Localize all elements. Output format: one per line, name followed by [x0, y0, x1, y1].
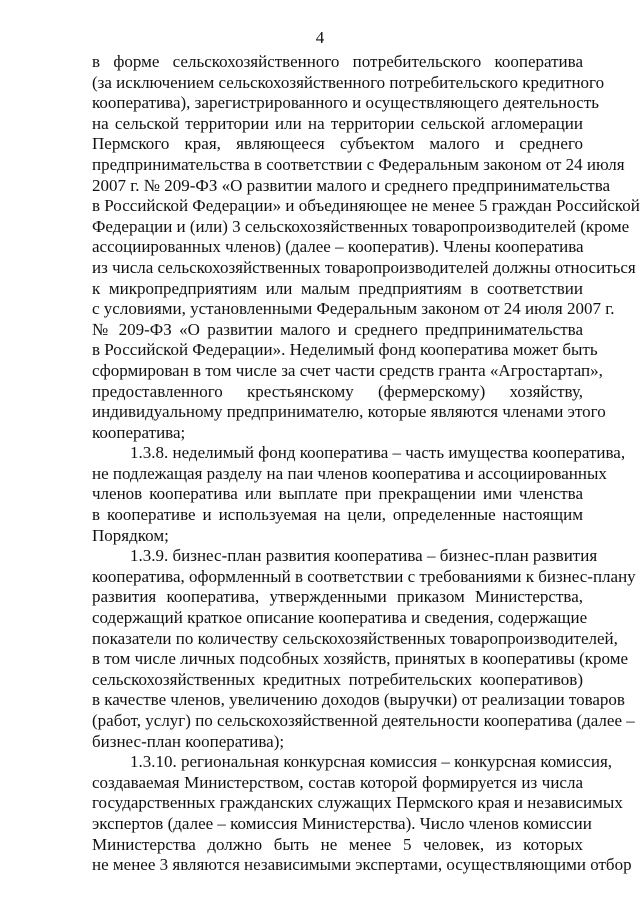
text-line: членов кооператива или выплате при прекращении ими членства [92, 484, 583, 504]
text-line: не менее 3 являются независимыми экспертами, осуществляющими отбор [92, 855, 632, 875]
text-line: 2007 г. № 209-ФЗ «О развитии малого и среднего предпринимательства [92, 175, 611, 195]
text-line: в форме сельскохозяйственного потребительского кооператива [92, 52, 583, 71]
paragraph [92, 546, 636, 752]
text-line: в том числе личных подсобных хозяйств, принятых в кооперативы (кроме [92, 649, 629, 669]
text-line: с условиями, установленными Федеральным законом от 24 июля 2007 г. [92, 299, 615, 319]
text-line: не подлежащая разделу на паи членов кооператива и ассоциированных [92, 463, 607, 483]
paragraph [92, 752, 632, 876]
text-line: (за исключением сельскохозяйственного потребительского кредитного [92, 72, 605, 92]
text-line: бизнес-план кооператива); [92, 731, 285, 751]
text-line: государственных гражданских служащих Пермского края и независимых [92, 793, 623, 813]
paragraph [92, 52, 640, 443]
text-line: развития кооператива, утвержденными приказом Министерства, [92, 587, 583, 607]
text-line: из числа сельскохозяйственных товаропроизводителей должны относиться [92, 257, 636, 277]
text-line: ассоциированных членов) (далее – кооператив). Члены кооператива [92, 237, 584, 257]
text-line: кооператива, оформленный в соответствии с требованиями к бизнес-плану [92, 566, 636, 586]
text-line: Министерства должно быть не менее 5 человек, из которых [92, 834, 583, 854]
text-line: 1.3.8. неделимый фонд кооператива – часть имущества кооператива, [130, 443, 626, 463]
text-line: Пермского края, являющееся субъектом малого и среднего [92, 134, 583, 154]
text-line: показатели по количеству сельскохозяйственных товаропроизводителей, [92, 628, 618, 648]
text-line: создаваемая Министерством, состав которой формируется из числа [92, 772, 583, 792]
text-line: к микропредприятиям или малым предприятиям в соответствии [92, 278, 583, 298]
text-line: кооператива), зарегистрированного и осуществляющего деятельность [92, 93, 600, 113]
text-line: на сельской территории или на территории сельской агломерации [92, 113, 583, 133]
text-line: сформирован в том числе за счет части средств гранта «Агростартап», [92, 360, 603, 380]
paragraph [92, 443, 626, 546]
text-line: в качестве членов, увеличению доходов (выручки) от реализации товаров [92, 690, 625, 710]
document-body [92, 52, 640, 876]
text-line: в Российской Федерации». Неделимый фонд кооператива может быть [92, 340, 598, 360]
text-line: в кооперативе и используемая на цели, определенные настоящим [92, 505, 583, 525]
text-line: предпринимательства в соответствии с Федеральным законом от 24 июля [92, 154, 625, 174]
text-line: индивидуальному предпринимателю, которые являются членами этого [92, 402, 606, 422]
text-line: в Российской Федерации» и объединяющее не менее 5 граждан Российской [92, 196, 640, 216]
text-line: Порядком; [92, 525, 169, 545]
text-line: 1.3.9. бизнес-план развития кооператива – бизнес-план развития [130, 546, 598, 566]
text-line: экспертов (далее – комиссия Министерства). Число членов комиссии [92, 813, 592, 833]
text-line: предоставленного крестьянскому (фермерскому) хозяйству, [92, 381, 583, 401]
text-line: Федерации и (или) 3 сельскохозяйственных товаропроизводителей (кроме [92, 216, 630, 236]
text-line: № 209-ФЗ «О развитии малого и среднего предпринимательства [92, 319, 583, 339]
text-line: содержащий краткое описание кооператива и сведения, содержащие [92, 608, 588, 628]
text-line: кооператива; [92, 422, 186, 442]
page-number: 4 [315, 28, 325, 47]
text-line: 1.3.10. региональная конкурсная комиссия – конкурсная комиссия, [130, 752, 613, 772]
text-line: сельскохозяйственных кредитных потребительских кооперативов) [92, 669, 583, 689]
text-line: (работ, услуг) по сельскохозяйственной деятельности кооператива (далее – [92, 711, 635, 730]
